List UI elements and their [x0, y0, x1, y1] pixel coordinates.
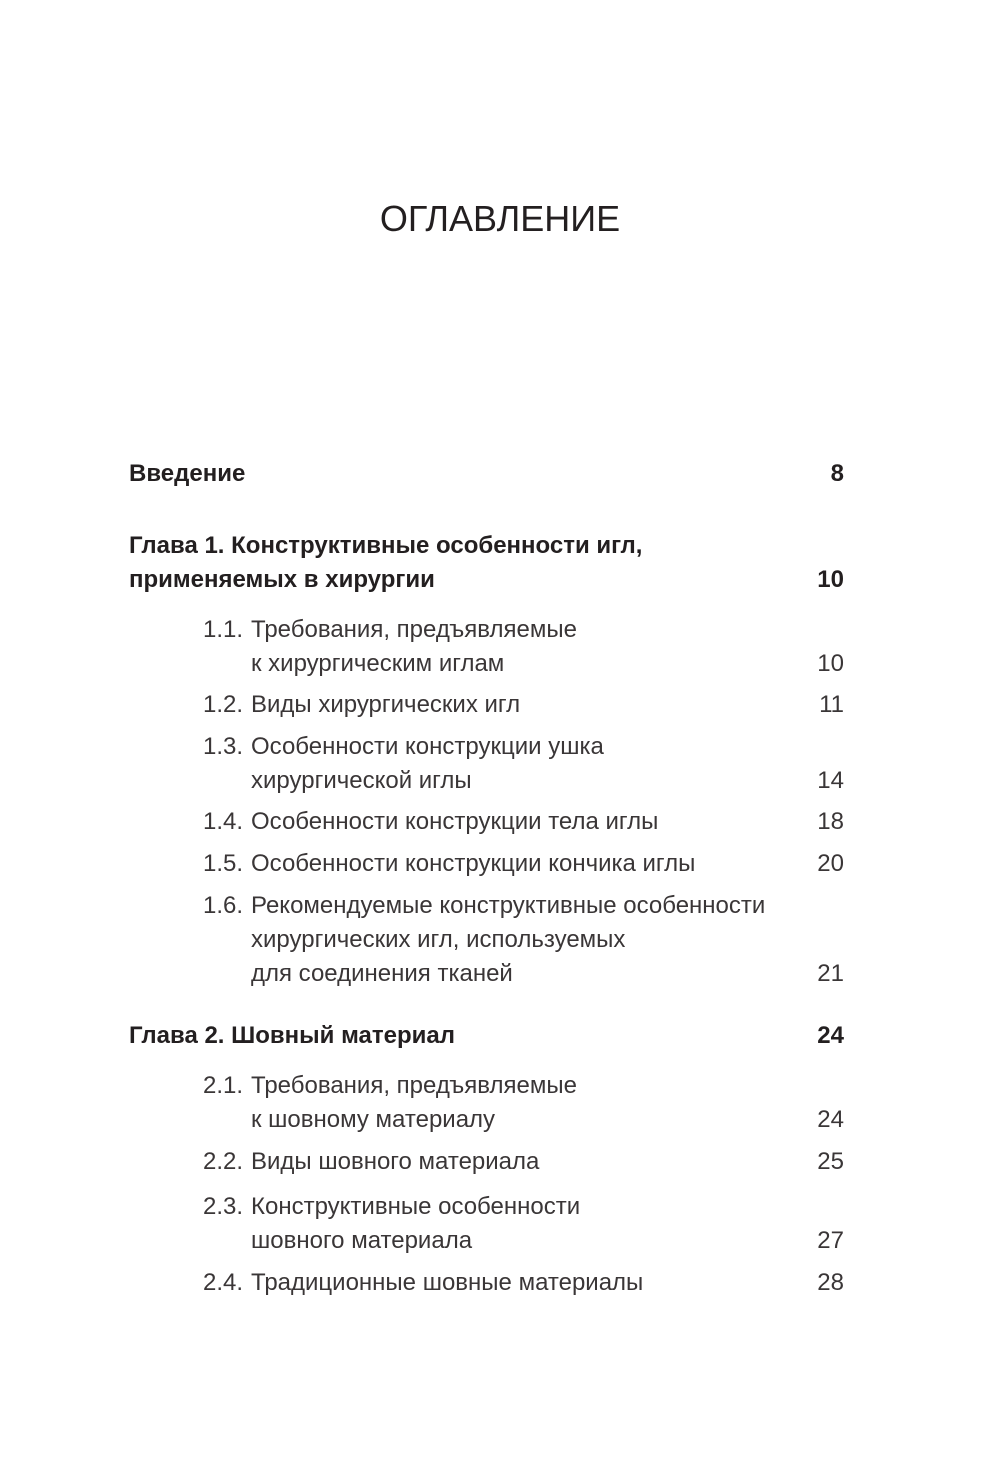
toc-chapter1-title-line1: Глава 1. Конструктивные особенности игл, [129, 532, 643, 559]
toc-section-number: 1.3. [203, 733, 244, 760]
page-title: ОГЛАВЛЕНИЕ [379, 198, 621, 239]
toc-section-page: 25 [817, 1148, 844, 1175]
toc-section-number: 1.4. [203, 808, 244, 835]
toc-section-text: Традиционные шовные материалы [251, 1269, 644, 1296]
toc-entry-intro-label: Введение [129, 460, 246, 487]
toc-section-page: 11 [819, 691, 844, 718]
toc-entry-intro-page: 8 [830, 460, 844, 487]
toc-chapter1-page: 10 [817, 566, 844, 593]
toc-section-page: 18 [817, 808, 844, 835]
toc-section-page: 20 [817, 850, 844, 877]
toc-section-text: Особенности конструкции ушка [251, 733, 604, 760]
toc-section-text: хирургической иглы [251, 767, 472, 794]
toc-section-text: Требования, предъявляемые [251, 1072, 577, 1099]
toc-section-number: 1.2. [203, 691, 244, 718]
toc-section-number: 2.1. [203, 1072, 244, 1099]
toc-section-number: 2.2. [203, 1148, 244, 1175]
toc-section-page: 24 [817, 1106, 844, 1133]
toc-chapter2-title: Глава 2. Шовный материал [129, 1022, 455, 1049]
toc-section-page: 10 [817, 650, 844, 677]
toc-section-number: 1.5. [203, 850, 244, 877]
toc-section-text: Требования, предъявляемые [251, 616, 577, 643]
toc-section-text: шовного материала [251, 1227, 473, 1254]
toc-section-page: 21 [817, 960, 844, 987]
toc-section-number: 1.1. [203, 616, 244, 643]
toc-section-text: Виды шовного материала [251, 1148, 540, 1175]
toc-section-text: для соединения тканей [251, 960, 513, 987]
toc-section-page: 27 [817, 1227, 844, 1254]
toc-section-text: Конструктивные особенности [251, 1193, 581, 1220]
toc-section-page: 14 [817, 767, 844, 794]
toc-chapter2-page: 24 [817, 1022, 844, 1049]
toc-section-text: Особенности конструкции кончика иглы [251, 850, 696, 877]
toc-section-number: 2.4. [203, 1269, 244, 1296]
toc-chapter1-title-line2: применяемых в хирургии [129, 566, 435, 593]
toc-section-text: к хирургическим иглам [251, 650, 505, 677]
toc-section-page: 28 [817, 1269, 844, 1296]
toc-section-text: к шовному материалу [251, 1106, 496, 1133]
toc-section-text: Виды хирургических игл [251, 691, 521, 718]
toc-section-number: 1.6. [203, 892, 244, 919]
toc-section-text: хирургических игл, используемых [251, 926, 626, 953]
toc-section-text: Рекомендуемые конструктивные особенности [251, 892, 766, 919]
toc-section-number: 2.3. [203, 1193, 244, 1220]
toc-section-text: Особенности конструкции тела иглы [251, 808, 659, 835]
